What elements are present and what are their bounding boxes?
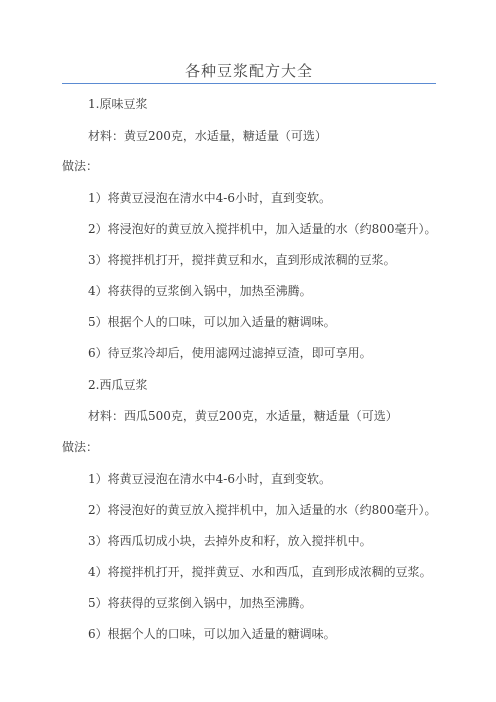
method-label: 做法： <box>62 159 99 173</box>
step-line: 4）将搅拌机打开，搅拌黄豆、水和西瓜，直到形成浓稠的豆浆。 <box>88 565 432 579</box>
step-line: 2）将浸泡好的黄豆放入搅拌机中，加入适量的水（约800毫升）。 <box>88 503 437 517</box>
method-label: 做法： <box>62 440 99 454</box>
step-line: 6）根据个人的口味，可以加入适量的糖调味。 <box>88 627 336 641</box>
step-line: 5）根据个人的口味，可以加入适量的糖调味。 <box>88 315 336 329</box>
step-line: 2）将浸泡好的黄豆放入搅拌机中，加入适量的水（约800毫升）。 <box>88 222 437 236</box>
title-underline <box>62 83 436 84</box>
section-heading: 1.原味豆浆 <box>88 97 148 111</box>
step-line: 1）将黄豆浸泡在清水中4-6小时，直到变软。 <box>88 191 331 205</box>
step-line: 1）将黄豆浸泡在清水中4-6小时，直到变软。 <box>88 472 331 486</box>
step-line: 3）将西瓜切成小块，去掉外皮和籽，放入搅拌机中。 <box>88 534 372 548</box>
step-line: 3）将搅拌机打开，搅拌黄豆和水，直到形成浓稠的豆浆。 <box>88 253 396 267</box>
step-line: 6）待豆浆冷却后，使用滤网过滤掉豆渣，即可享用。 <box>88 346 372 360</box>
step-line: 5）将获得的豆浆倒入锅中，加热至沸腾。 <box>88 596 312 610</box>
step-line: 4）将获得的豆浆倒入锅中，加热至沸腾。 <box>88 284 312 298</box>
section-heading: 2.西瓜豆浆 <box>88 378 148 392</box>
page-title: 各种豆浆配方大全 <box>184 62 313 80</box>
materials-line: 材料：黄豆200克，水适量，糖适量（可选） <box>88 129 327 143</box>
materials-line: 材料：西瓜500克，黄豆200克，水适量，糖适量（可选） <box>88 409 398 423</box>
